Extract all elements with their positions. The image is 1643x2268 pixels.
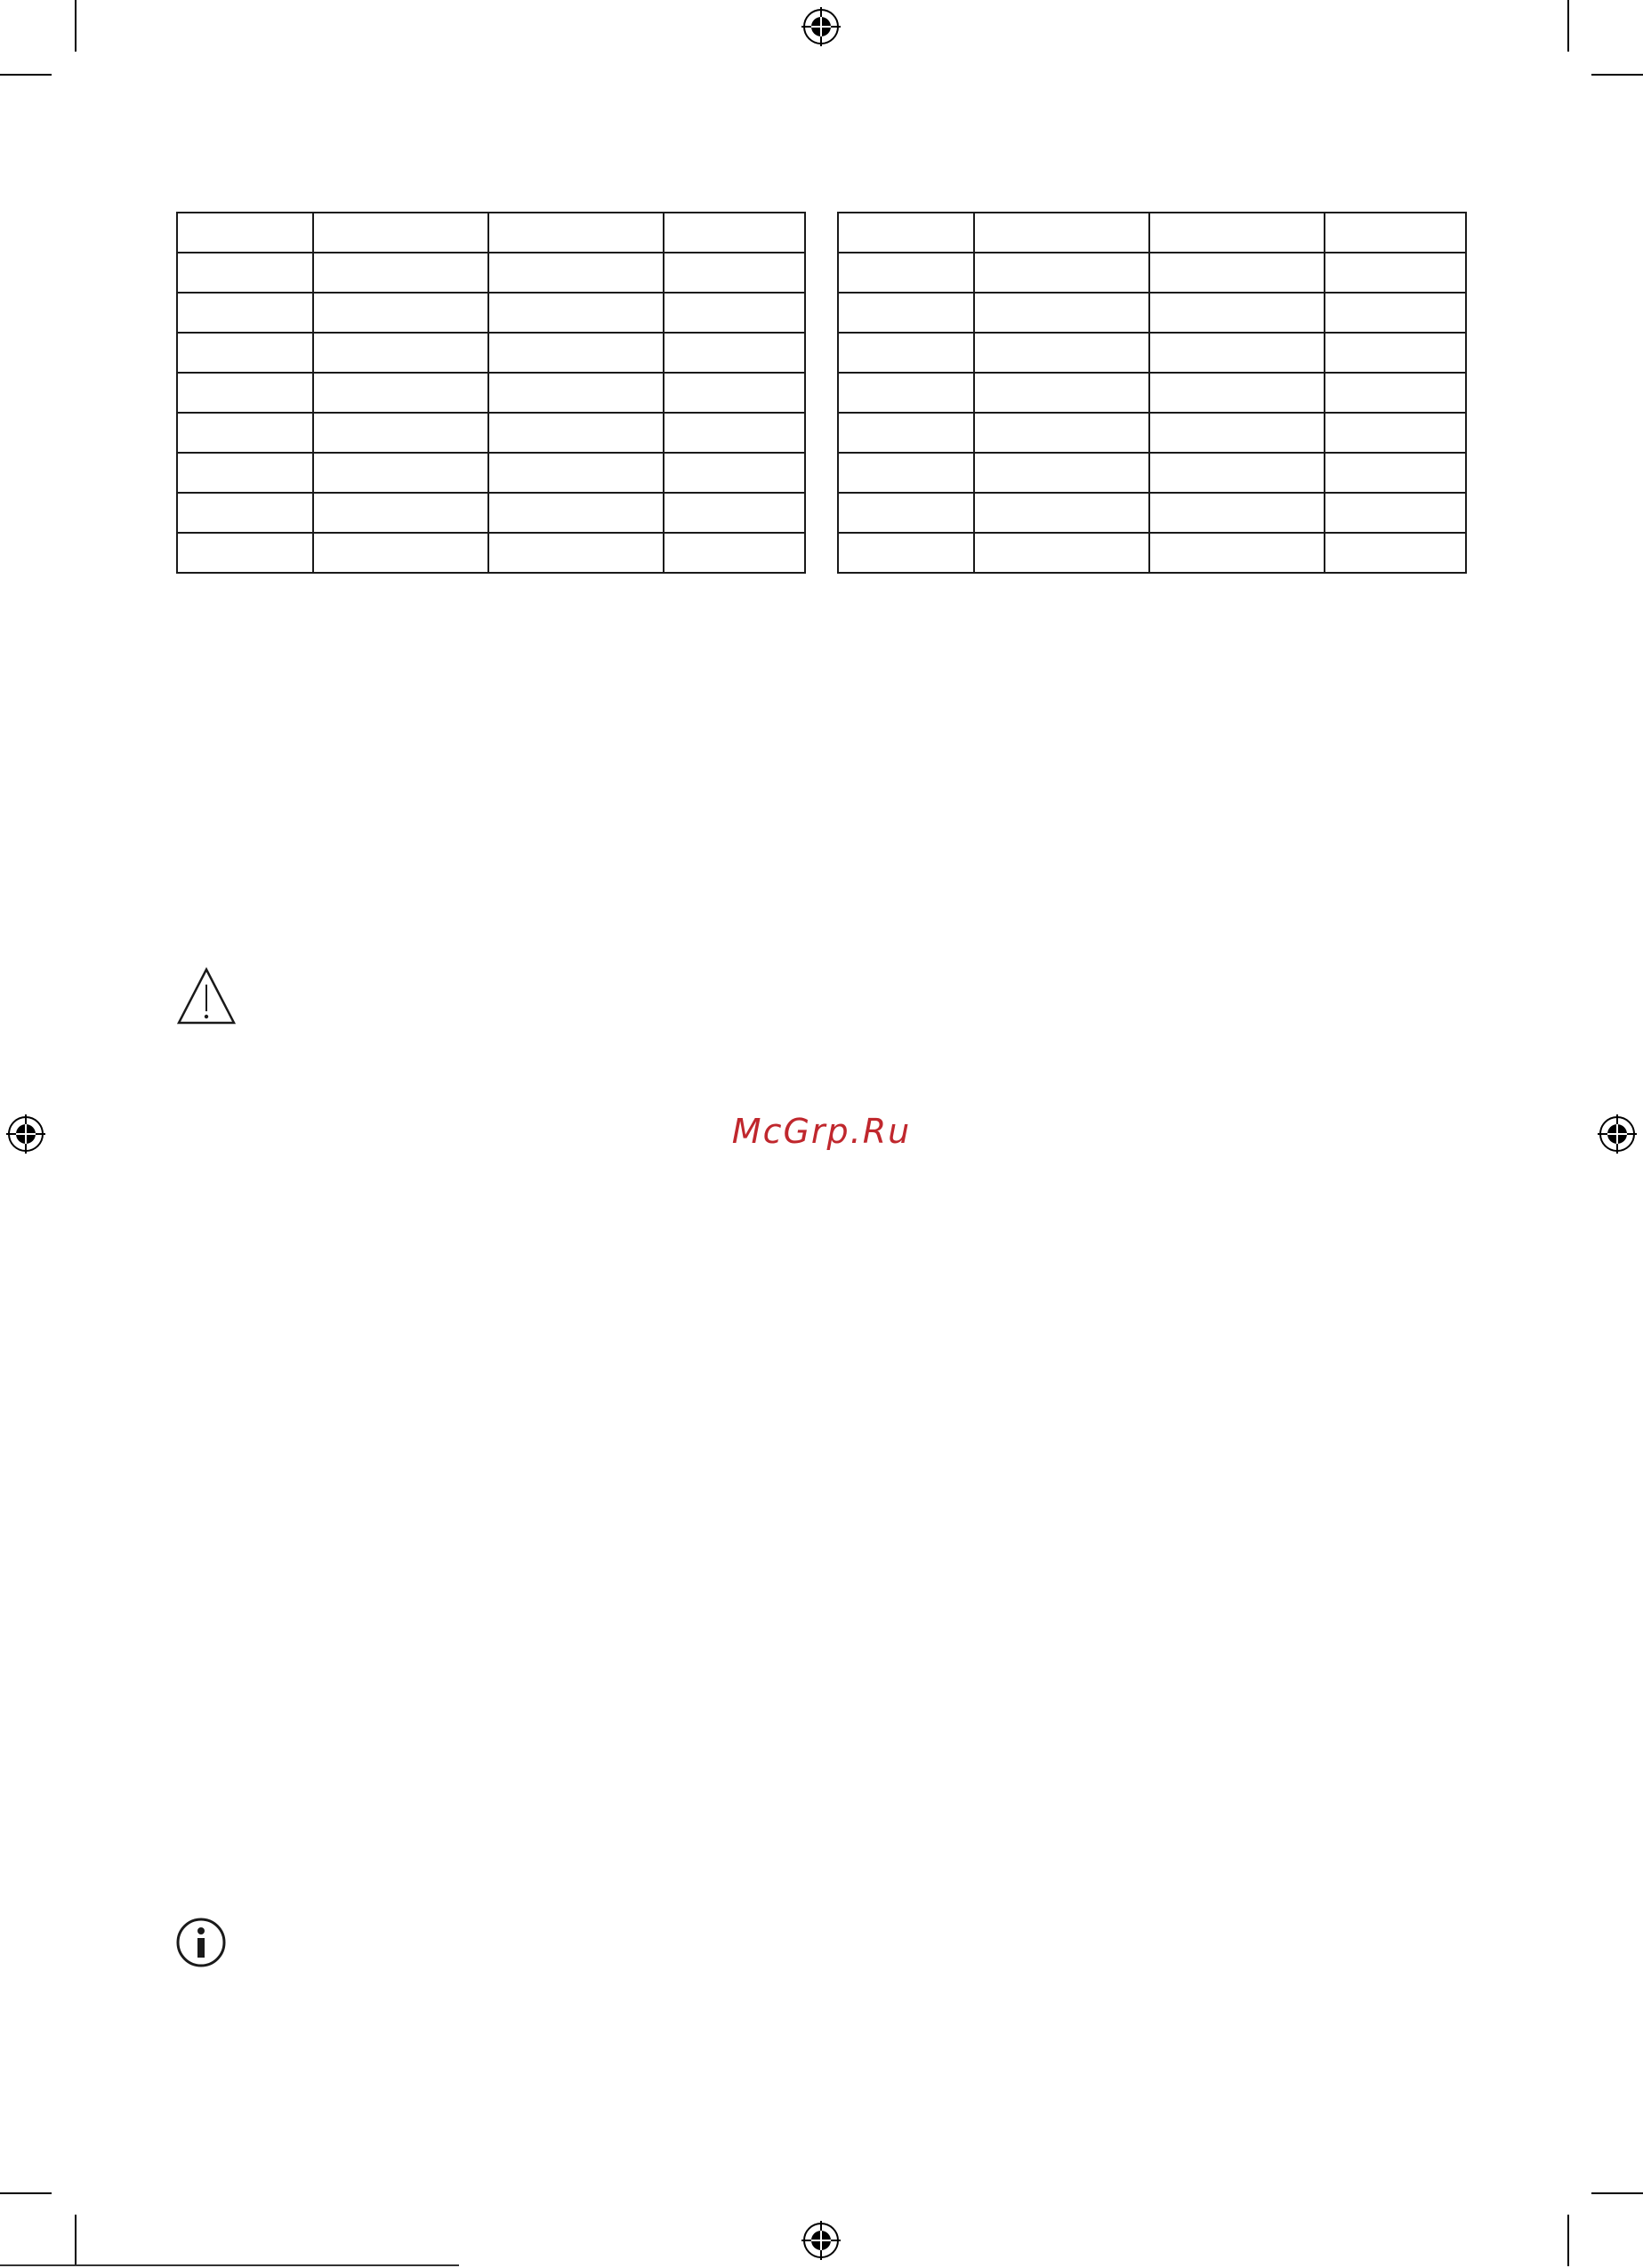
crop-mark-top-right-horizontal xyxy=(1591,74,1643,76)
table-row xyxy=(838,453,1466,493)
watermark-text: McGrp.Ru xyxy=(731,1112,912,1151)
crop-mark-top-left-horizontal xyxy=(0,74,52,76)
table-row xyxy=(838,213,1466,253)
table-row xyxy=(177,493,805,533)
bottom-rule xyxy=(0,2264,459,2266)
table-cell xyxy=(488,413,664,453)
table-cell xyxy=(1325,453,1466,493)
table-cell xyxy=(488,333,664,373)
registration-mark-icon-top xyxy=(801,7,841,46)
table-cell xyxy=(177,253,313,293)
table-cell xyxy=(664,333,805,373)
table-row xyxy=(177,253,805,293)
table-cell xyxy=(838,453,974,493)
table-row xyxy=(838,373,1466,413)
table-cell xyxy=(488,373,664,413)
table-cell xyxy=(664,213,805,253)
table-cell xyxy=(177,373,313,413)
table-cell xyxy=(1325,533,1466,573)
table-row xyxy=(177,333,805,373)
table-cell xyxy=(177,213,313,253)
table-cell xyxy=(664,493,805,533)
table-cell xyxy=(1149,333,1325,373)
table-cell xyxy=(488,213,664,253)
table-cell xyxy=(177,453,313,493)
table-cell xyxy=(974,493,1149,533)
table-cell xyxy=(1325,373,1466,413)
table-cell xyxy=(1149,213,1325,253)
table-cell xyxy=(664,453,805,493)
table-cell xyxy=(488,253,664,293)
table-row xyxy=(177,453,805,493)
data-table-right xyxy=(837,212,1467,574)
table-cell xyxy=(177,293,313,333)
table-row xyxy=(177,373,805,413)
table-cell xyxy=(313,413,488,453)
table-row xyxy=(838,413,1466,453)
table-row xyxy=(177,213,805,253)
table-cell xyxy=(177,493,313,533)
crop-mark-bottom-left-vertical xyxy=(75,2215,77,2266)
table-cell xyxy=(1325,493,1466,533)
crop-mark-bottom-right-vertical xyxy=(1567,2215,1569,2266)
table-cell xyxy=(1149,413,1325,453)
table-cell xyxy=(838,413,974,453)
table-cell xyxy=(664,373,805,413)
table-cell xyxy=(1149,373,1325,413)
table-cell xyxy=(177,413,313,453)
table-cell xyxy=(838,253,974,293)
table-cell xyxy=(313,373,488,413)
table-cell xyxy=(313,493,488,533)
table-cell xyxy=(1325,213,1466,253)
table-cell xyxy=(313,453,488,493)
crop-mark-top-right-vertical xyxy=(1567,0,1569,52)
table-cell xyxy=(838,293,974,333)
table-row xyxy=(838,333,1466,373)
table-cell xyxy=(974,533,1149,573)
table-row xyxy=(838,293,1466,333)
table-cell xyxy=(488,453,664,493)
table-row xyxy=(838,493,1466,533)
table-cell xyxy=(313,533,488,573)
table-cell xyxy=(838,533,974,573)
table-cell xyxy=(1325,253,1466,293)
table-cell xyxy=(177,533,313,573)
table-cell xyxy=(838,333,974,373)
table-cell xyxy=(1149,533,1325,573)
data-table-left-body xyxy=(177,213,805,573)
table-cell xyxy=(1325,293,1466,333)
table-cell xyxy=(488,293,664,333)
table-row xyxy=(177,293,805,333)
table-cell xyxy=(313,333,488,373)
table-cell xyxy=(664,293,805,333)
table-cell xyxy=(1325,413,1466,453)
table-cell xyxy=(1149,493,1325,533)
table-row xyxy=(838,253,1466,293)
table-cell xyxy=(1149,293,1325,333)
table-cell xyxy=(1325,333,1466,373)
table-row xyxy=(177,533,805,573)
info-circle-icon xyxy=(175,1917,227,1968)
table-cell xyxy=(974,453,1149,493)
data-table-right-body xyxy=(838,213,1466,573)
table-cell xyxy=(177,333,313,373)
table-cell xyxy=(974,333,1149,373)
table-cell xyxy=(974,293,1149,333)
table-cell xyxy=(664,253,805,293)
table-cell xyxy=(664,413,805,453)
crop-mark-bottom-left-horizontal xyxy=(0,2192,52,2194)
warning-triangle-icon xyxy=(177,967,236,1025)
table-cell xyxy=(313,293,488,333)
table-cell xyxy=(664,533,805,573)
table-cell xyxy=(1149,453,1325,493)
table-cell xyxy=(838,373,974,413)
table-cell xyxy=(974,213,1149,253)
data-table-left xyxy=(176,212,806,574)
table-cell xyxy=(974,253,1149,293)
table-cell xyxy=(313,213,488,253)
crop-mark-bottom-right-horizontal xyxy=(1591,2192,1643,2194)
table-cell xyxy=(838,213,974,253)
table-cell xyxy=(974,373,1149,413)
table-row xyxy=(838,533,1466,573)
table-cell xyxy=(1149,253,1325,293)
table-row xyxy=(177,413,805,453)
crop-mark-top-left-vertical xyxy=(75,0,77,52)
table-cell xyxy=(974,413,1149,453)
table-cell xyxy=(838,493,974,533)
table-cell xyxy=(488,533,664,573)
table-cell xyxy=(313,253,488,293)
table-cell xyxy=(488,493,664,533)
registration-mark-icon-bottom xyxy=(801,2221,841,2260)
